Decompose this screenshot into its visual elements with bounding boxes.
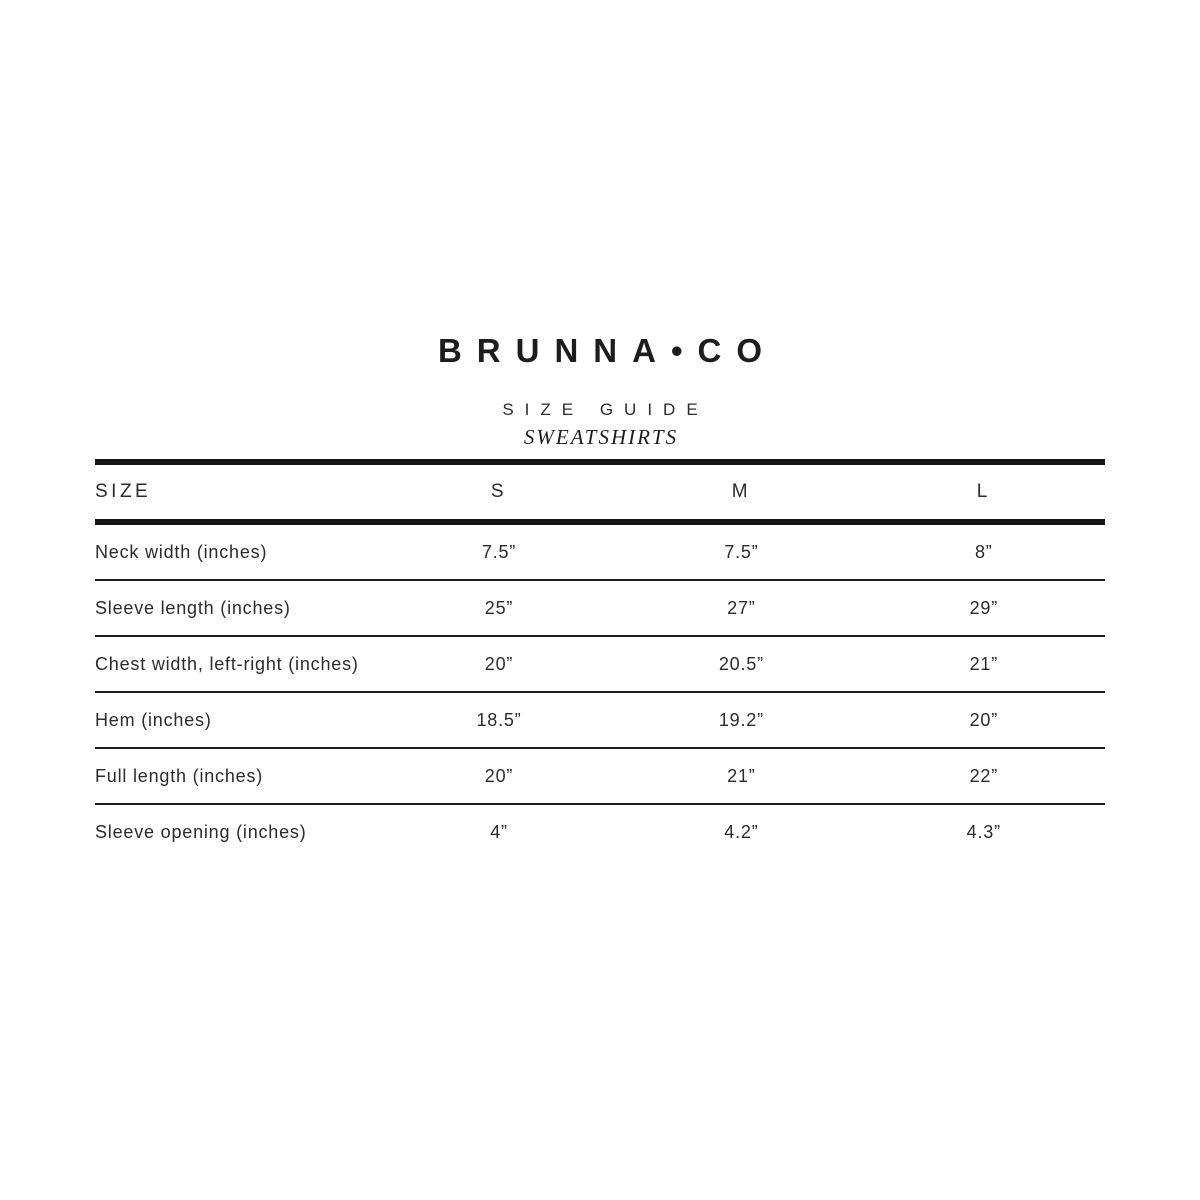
cell-value: 7.5” (481, 541, 517, 562)
cell-value: 18.5” (476, 709, 522, 730)
cell-value: 8” (974, 541, 993, 562)
brand-logo: BRUNNA•CO (437, 332, 778, 369)
cell-value: 4” (490, 821, 508, 842)
cell-value: 19.2” (718, 709, 764, 730)
row-label: Sleeve opening (inches) (95, 821, 307, 842)
cell-value: 7.5” (724, 541, 759, 562)
row-label: Chest width, left-right (inches) (95, 653, 359, 674)
row-label: Hem (inches) (95, 709, 212, 730)
cell-value: 29” (969, 597, 998, 618)
column-header-m: M (620, 462, 862, 522)
cell-value: 21” (969, 653, 998, 674)
table-header-row (95, 462, 1105, 522)
row-label: Neck width (inches) (95, 541, 268, 562)
cell-value: 21” (727, 765, 756, 786)
column-header-l: L (863, 462, 1105, 522)
cell-value: 20” (484, 765, 514, 786)
row-label: Sleeve length (inches) (95, 597, 291, 618)
table-row-full-length (95, 748, 1105, 804)
cell-value: 27” (727, 597, 756, 618)
size-guide-title: SIZE GUIDE (502, 400, 709, 419)
column-header-s: S (378, 462, 620, 522)
column-header-size: SIZE (95, 462, 378, 522)
table-row-hem (95, 692, 1105, 748)
cell-value: 22” (969, 765, 998, 786)
row-label: Full length (inches) (95, 765, 264, 786)
cell-value: 25” (484, 597, 514, 618)
cell-value: 20” (969, 709, 998, 730)
size-guide-subtitle: SWEATSHIRTS (523, 425, 679, 449)
size-table-container (95, 459, 1105, 859)
table-row-chest-width (95, 636, 1105, 692)
cell-value: 4.3” (966, 821, 1001, 842)
cell-value: 4.2” (724, 821, 759, 842)
cell-value: 20.5” (718, 653, 764, 674)
cell-value: 20” (484, 653, 514, 674)
table-row-sleeve-length (95, 580, 1105, 636)
table-row-sleeve-opening (95, 804, 1105, 859)
table-row-neck-width (95, 522, 1105, 580)
size-table (95, 459, 1105, 859)
